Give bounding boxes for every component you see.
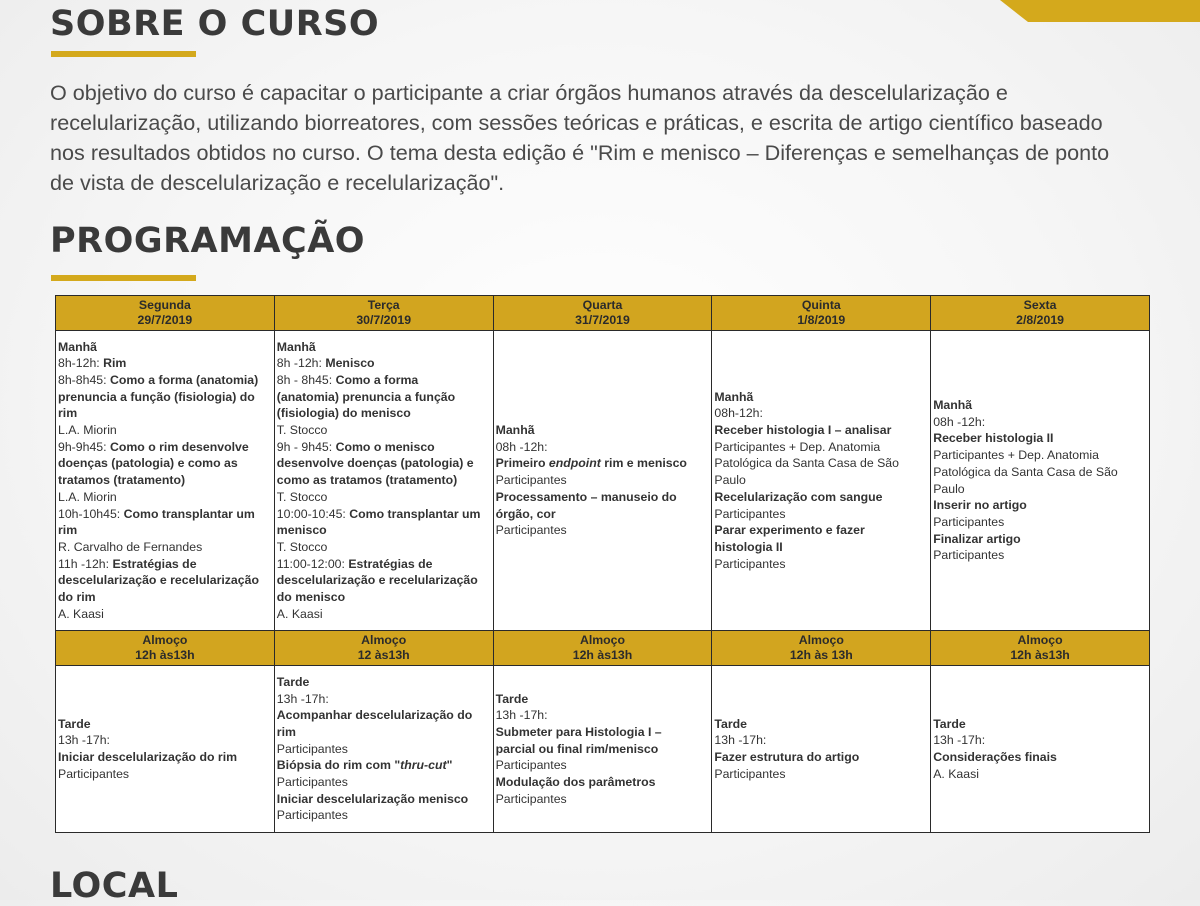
schedule-text: Participantes (495, 523, 567, 538)
day-header-segunda (56, 296, 275, 331)
lunch-header-sexta (931, 631, 1150, 666)
schedule-line (58, 339, 272, 356)
schedule-text: Participantes + Dep. Anatomia (714, 439, 881, 454)
schedule-line (714, 422, 928, 439)
schedule-line (496, 757, 710, 774)
schedule-text: Patológica da Santa Casa de São (714, 456, 899, 471)
schedule-text: 11:00-12:00: (276, 556, 349, 571)
schedule-line (933, 497, 1147, 514)
schedule-line (714, 472, 928, 489)
schedule-line (277, 455, 491, 472)
schedule-topic: Tarde (276, 674, 310, 689)
schedule-text: Participantes (58, 766, 130, 781)
schedule-line (277, 489, 491, 506)
schedule-line (277, 674, 491, 691)
about-line: de vista de descelularização e recelularização". (50, 170, 505, 195)
schedule-topic: Tarde (933, 716, 966, 731)
schedule-topic: desenvolve doenças (patologia) e (276, 456, 474, 471)
schedule-line (277, 691, 491, 708)
schedule-line (496, 472, 710, 489)
schedule-text: Paulo (933, 481, 965, 496)
schedule-topic: Estratégias de (348, 556, 433, 571)
schedule-text: Participantes (714, 766, 786, 781)
schedule-line (58, 556, 272, 573)
schedule-line (277, 355, 491, 372)
schedule-line (58, 572, 272, 589)
schedule-line (496, 522, 710, 539)
schedule-line (496, 422, 710, 439)
about-paragraph (50, 78, 1158, 198)
schedule-topic: Modulação dos parâmetros (495, 775, 656, 790)
schedule-topic: histologia II (714, 539, 783, 554)
about-heading-underline (51, 51, 196, 57)
schedule-topic: doenças (patologia) e como as (58, 456, 238, 471)
morning-cell-quinta (712, 331, 931, 631)
schedule-line (933, 514, 1147, 531)
schedule-line (933, 447, 1147, 464)
schedule-line (496, 691, 710, 708)
schedule-line (714, 766, 928, 783)
schedule-text: L.A. Miorin (58, 489, 117, 504)
schedule-text: 8h-8h45: (58, 372, 110, 387)
schedule-text: A. Kaasi (933, 766, 979, 781)
lunch-time: 12h às 13h (789, 648, 853, 662)
schedule-line (933, 732, 1147, 749)
schedule-topic: Como o menisco (335, 439, 435, 454)
schedule-line (933, 531, 1147, 548)
schedule-line (714, 405, 928, 422)
day-header-row (56, 296, 1150, 331)
schedule-text: A. Kaasi (276, 606, 323, 621)
schedule-topic: Considerações finais (933, 750, 1057, 764)
schedule-topic: Tarde (495, 691, 529, 706)
program-heading-underline (51, 275, 196, 281)
schedule-text: T. Stocco (276, 489, 328, 504)
schedule-line (277, 539, 491, 556)
lunch-label: Almoço (798, 632, 844, 647)
schedule-topic: do rim (58, 590, 96, 605)
schedule-line (277, 405, 491, 422)
afternoon-row (56, 666, 1150, 833)
schedule-topic: Manhã (58, 339, 97, 354)
about-line: recelularização, utilizando biorreatores, com sessões teóricas e práticas, e escrita de artigo científico baseado (50, 110, 1103, 135)
schedule-topic: thru-cut (400, 758, 447, 773)
schedule-line (58, 766, 272, 783)
schedule-line (714, 556, 928, 573)
schedule-text: 9h-9h45: (58, 439, 110, 454)
schedule-line (277, 556, 491, 573)
schedule-text: 13h -17h: (276, 691, 329, 706)
schedule-line (933, 749, 1147, 766)
schedule-topic: menisco (276, 523, 327, 538)
schedule-line (933, 716, 1147, 733)
morning-cell-quarta (493, 331, 712, 631)
schedule-text: 8h - 8h45: (276, 372, 336, 387)
lunch-header-segunda (56, 631, 275, 666)
schedule-topic: órgão, cor (495, 506, 556, 521)
schedule-line (496, 506, 710, 523)
schedule-topic: Rim (103, 356, 127, 371)
schedule-topic: Menisco (325, 356, 375, 371)
schedule-line (58, 716, 272, 733)
schedule-topic: Manhã (495, 423, 535, 438)
schedule-text: Patológica da Santa Casa de São (933, 464, 1118, 479)
day-header-terça (274, 296, 493, 331)
day-header-quinta (712, 296, 931, 331)
lunch-label: Almoço (142, 632, 188, 647)
morning-cell-segunda (56, 331, 275, 631)
schedule-text: Participantes (495, 791, 567, 806)
schedule-line (933, 766, 1147, 783)
schedule-topic: Como transplantar um (349, 506, 481, 521)
day-header-quarta (493, 296, 712, 331)
schedule-topic: Receber histologia II (933, 431, 1054, 446)
schedule-text: Participantes (495, 758, 567, 773)
schedule-line (277, 506, 491, 523)
schedule-line (496, 791, 710, 808)
schedule-line (933, 481, 1147, 498)
schedule-text: Participantes (714, 506, 786, 521)
schedule-line (714, 389, 928, 406)
schedule-text: T. Stocco (276, 423, 328, 438)
day-date: 1/8/2019 (797, 313, 846, 327)
schedule-line (58, 732, 272, 749)
schedule-topic: Como transplantar um (123, 506, 255, 521)
schedule-line (496, 707, 710, 724)
schedule-line (933, 464, 1147, 481)
schedule-text: Participantes (276, 775, 348, 790)
schedule-topic: Processamento – manuseio do (495, 489, 677, 504)
local-heading: LOCAL (50, 866, 179, 906)
schedule-topic: Parar experimento e fazer (714, 523, 865, 538)
schedule-line (714, 455, 928, 472)
schedule-line (496, 774, 710, 791)
schedule-line (58, 489, 272, 506)
schedule-text: Participantes (495, 473, 567, 488)
lunch-time: 12h às13h (1010, 648, 1070, 662)
schedule-text: Participantes (276, 808, 348, 823)
schedule-topic: (fisiologia) do menisco (276, 406, 411, 421)
schedule-line (933, 397, 1147, 414)
schedule-line (277, 791, 491, 808)
day-name: Quarta (582, 297, 623, 312)
schedule-topic: como as tratamos (tratamento) (276, 473, 458, 488)
schedule-line (58, 355, 272, 372)
schedule-topic: Fazer estrutura do artigo (714, 750, 860, 764)
afternoon-cell-terça (274, 666, 493, 833)
schedule-line (58, 606, 272, 623)
schedule-line (277, 606, 491, 623)
schedule-line (58, 389, 272, 406)
schedule-line (58, 372, 272, 389)
lunch-header-terça (274, 631, 493, 666)
schedule-text: Participantes (933, 514, 1005, 529)
schedule-table (55, 295, 1150, 833)
schedule-topic: tratamos (tratamento) (58, 473, 186, 488)
day-date: 29/7/2019 (137, 313, 193, 327)
lunch-time: 12 às13h (357, 648, 410, 662)
schedule-topic: Manhã (933, 397, 973, 412)
schedule-topic: Receber histologia I – analisar (714, 423, 892, 438)
schedule-text: T. Stocco (276, 539, 328, 554)
schedule-line (58, 472, 272, 489)
schedule-line (58, 589, 272, 606)
schedule-text: 08h-12h: (714, 406, 763, 421)
schedule-topic: Finalizar artigo (933, 531, 1021, 546)
about-line: nos resultados obtidos no curso. O tema desta edição é "Rim e menisco – Diferenças e semelhanças de ponto (50, 140, 1110, 165)
schedule-text: Paulo (714, 473, 746, 488)
schedule-text: Participantes (714, 556, 786, 571)
schedule-text: 10:00-10:45: (276, 506, 350, 521)
schedule-line (277, 472, 491, 489)
schedule-topic: Como a forma (anatomia) (109, 372, 259, 387)
about-line: O objetivo do curso é capacitar o participante a criar órgãos humanos através da descelularização e (50, 80, 1008, 105)
morning-row (56, 331, 1150, 631)
schedule-text: Participantes + Dep. Anatomia (933, 448, 1099, 463)
schedule-topic: Recelularização com sangue (714, 489, 883, 504)
morning-cell-sexta (931, 331, 1150, 631)
schedule-line (277, 522, 491, 539)
schedule-line (714, 522, 928, 539)
schedule-topic: parcial ou final rim/menisco (495, 741, 659, 756)
schedule-text: Participantes (276, 741, 348, 756)
schedule-line (933, 414, 1147, 431)
schedule-text: 13h -17h: (495, 708, 548, 723)
schedule-topic: Inserir no artigo (933, 498, 1027, 513)
schedule-topic: Como a forma (335, 372, 419, 387)
schedule-text: L.A. Miorin (58, 423, 117, 438)
schedule-text: 08h -12h: (933, 414, 986, 429)
corner-accent (1000, 0, 1200, 22)
schedule-line (58, 522, 272, 539)
schedule-line (277, 572, 491, 589)
schedule-topic: Biópsia do rim com " (276, 758, 401, 773)
schedule-topic: endpoint (548, 456, 601, 471)
day-name: Quinta (801, 297, 841, 312)
afternoon-cell-quarta (493, 666, 712, 833)
day-name: Segunda (138, 297, 191, 312)
lunch-row (56, 631, 1150, 666)
schedule-topic: rim e menisco (600, 456, 687, 471)
program-heading: PROGRAMAÇÃO (50, 221, 366, 261)
schedule-topic: descelularização e recelularização (58, 573, 259, 588)
afternoon-cell-sexta (931, 666, 1150, 833)
schedule-line (277, 707, 491, 724)
schedule-text: 13h -17h: (933, 733, 986, 748)
schedule-line (58, 422, 272, 439)
schedule-topic: Primeiro (495, 456, 549, 471)
schedule-line (277, 589, 491, 606)
schedule-text: R. Carvalho de Fernandes (58, 539, 203, 554)
schedule-topic: rim (276, 724, 296, 739)
schedule-line (58, 506, 272, 523)
schedule-line (277, 389, 491, 406)
schedule-topic: Como o rim desenvolve (109, 439, 249, 454)
schedule-text: 9h - 9h45: (276, 439, 336, 454)
lunch-label: Almoço (579, 632, 626, 647)
schedule-line (277, 774, 491, 791)
schedule-line (714, 716, 928, 733)
schedule-text: Participantes (933, 548, 1005, 563)
day-date: 31/7/2019 (575, 313, 630, 327)
schedule-line (933, 430, 1147, 447)
schedule-line (714, 749, 928, 766)
schedule-line (277, 372, 491, 389)
schedule-topic: Submeter para Histologia I – (495, 724, 662, 739)
lunch-time: 12h às13h (572, 648, 633, 662)
schedule-line (496, 455, 710, 472)
schedule-line (277, 807, 491, 824)
schedule-text: 13h -17h: (714, 733, 767, 748)
afternoon-cell-quinta (712, 666, 931, 833)
schedule-line (277, 439, 491, 456)
schedule-topic: rim (58, 406, 78, 421)
about-heading: SOBRE O CURSO (50, 4, 380, 44)
schedule-topic: Tarde (58, 716, 91, 731)
schedule-topic: " (446, 758, 453, 773)
day-date: 30/7/2019 (356, 313, 412, 327)
schedule-line (714, 506, 928, 523)
schedule-topic: Iniciar descelularização menisco (276, 791, 469, 806)
schedule-line (496, 741, 710, 758)
schedule-topic: Tarde (714, 716, 747, 731)
day-name: Sexta (1023, 297, 1057, 312)
schedule-line (58, 539, 272, 556)
schedule-topic: Iniciar descelularização do rim (58, 750, 238, 764)
schedule-topic: prenuncia a função (fisiologia) do (58, 389, 255, 404)
schedule-line (277, 339, 491, 356)
schedule-topic: do menisco (276, 590, 346, 605)
schedule-line (277, 741, 491, 758)
afternoon-cell-segunda (56, 666, 275, 833)
schedule-text: 08h -12h: (495, 439, 548, 454)
schedule-text: 10h-10h45: (58, 506, 124, 521)
schedule-topic: descelularização e recelularização (276, 573, 478, 588)
schedule-line (277, 724, 491, 741)
lunch-label: Almoço (1017, 632, 1063, 647)
schedule-line (714, 732, 928, 749)
schedule-topic: Acompanhar descelularização do (276, 708, 473, 723)
day-date: 2/8/2019 (1016, 313, 1065, 327)
schedule-line (277, 757, 491, 774)
schedule-text: 13h -17h: (58, 733, 110, 748)
schedule-topic: Estratégias de (112, 556, 197, 571)
schedule-line (58, 749, 272, 766)
lunch-header-quinta (712, 631, 931, 666)
schedule-text: 11h -12h: (58, 556, 113, 571)
schedule-topic: (anatomia) prenuncia a função (276, 389, 456, 404)
schedule-topic: Manhã (714, 389, 754, 404)
lunch-header-quarta (493, 631, 712, 666)
schedule-text: A. Kaasi (58, 606, 104, 621)
lunch-label: Almoço (361, 632, 407, 647)
schedule-topic: rim (58, 523, 78, 538)
schedule-line (714, 439, 928, 456)
schedule-line (933, 547, 1147, 564)
schedule-line (496, 439, 710, 456)
morning-cell-terça (274, 331, 493, 631)
day-name: Terça (367, 297, 400, 312)
schedule-text: 8h-12h: (58, 356, 104, 371)
schedule-line (714, 489, 928, 506)
schedule-line (277, 422, 491, 439)
schedule-line (496, 489, 710, 506)
day-header-sexta (931, 296, 1150, 331)
lunch-time: 12h às13h (135, 648, 195, 662)
schedule-line (58, 405, 272, 422)
schedule-line (714, 539, 928, 556)
schedule-text: 8h -12h: (276, 356, 326, 371)
schedule-line (58, 439, 272, 456)
schedule-line (58, 455, 272, 472)
schedule-line (496, 724, 710, 741)
schedule-topic: Manhã (276, 339, 316, 354)
